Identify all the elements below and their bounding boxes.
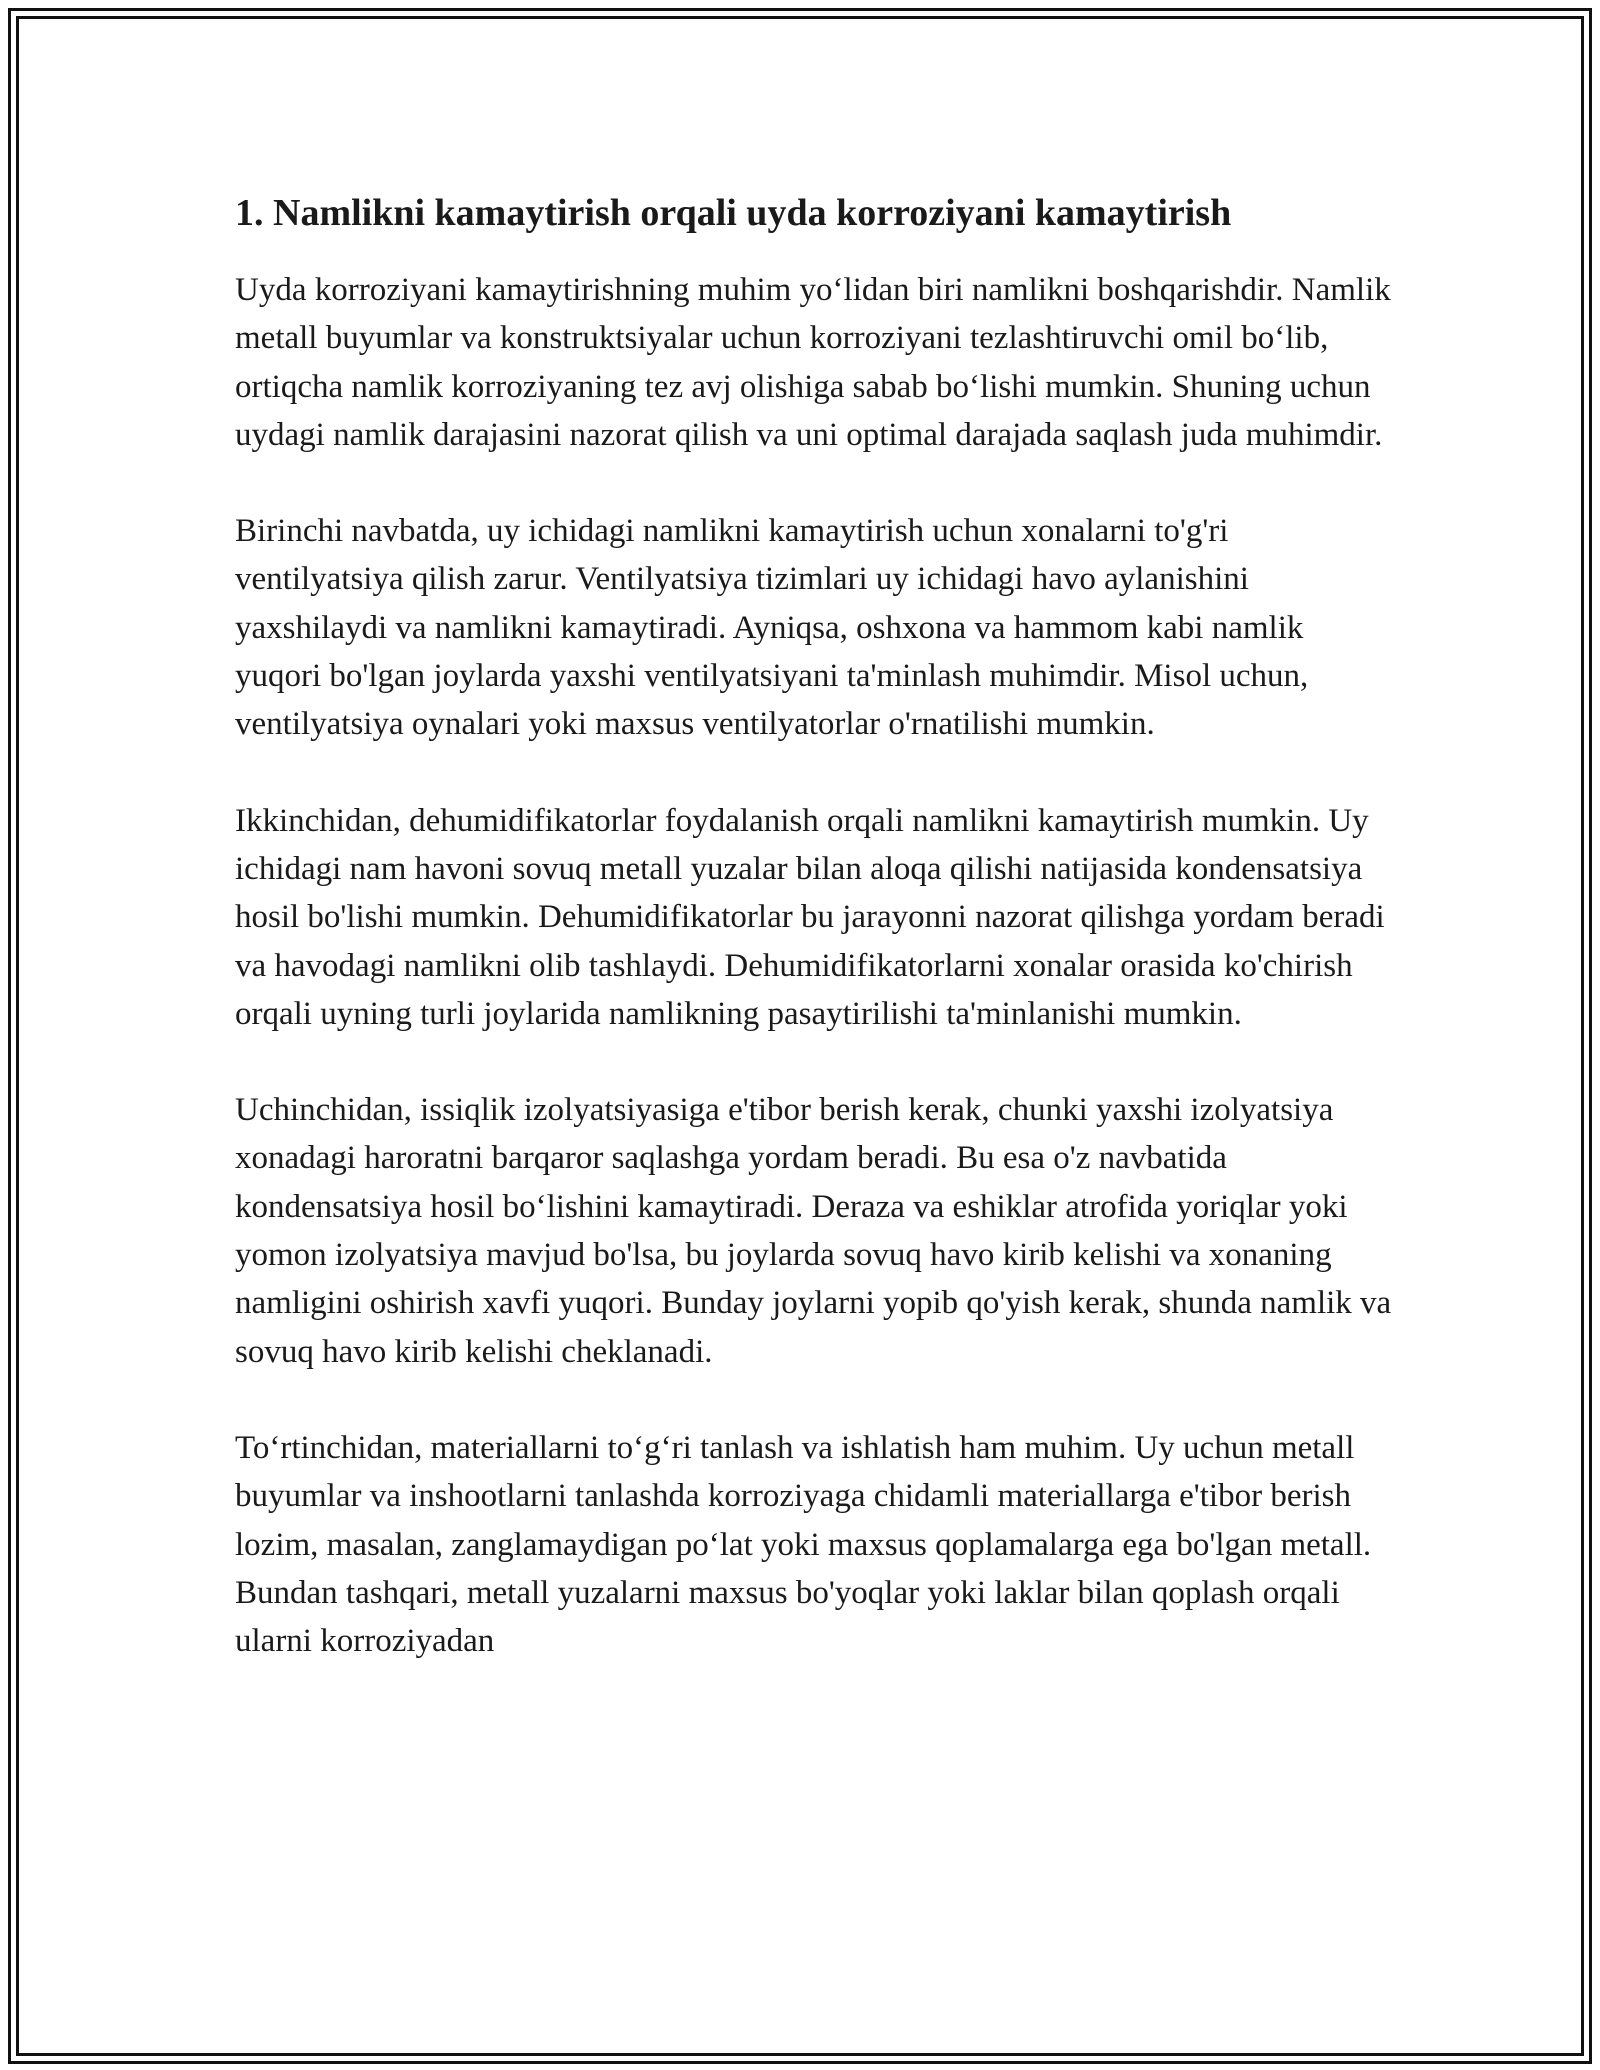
paragraph-second-point: Ikkinchidan, dehumidifikatorlar foydalanish orqali namlikni kamaytirish mumkin. Uy ichidagi nam havoni sovuq metall yuzalar bilan aloqa qilishi natijasida kondensatsiya hosil bo'lishi mumkin. Dehumidifikatorlar bu jarayonni nazorat qilishga yordam beradi va havodagi namlikni olib tashlaydi. Dehumidifikatorlarni xonalar orasida ko'chirish orqali uyning turli joylarida namlikning pasaytirilishi ta'minlanishi mumkin.	[235, 802, 1385, 1032]
paragraph-first-point: Birinchi navbatda, uy ichidagi namlikni kamaytirish uchun xonalarni to'g'ri ventilyatsiya qilish zarur. Ventilyatsiya tizimlari uy ichidagi havo aylanishini yaxshilaydi va namlikni kamaytiradi. Ayniqsa, oshxona va hammom kabi namlik yuqori bo'lgan joylarda yaxshi ventilyatsiyani ta'minlash muhimdir. Misol uchun, ventilyatsiya oynalari yoki maxsus ventilyatorlar o'rnatilishi mumkin.	[235, 513, 1309, 743]
paragraph-fourth-point: To‘rtinchidan, materiallarni to‘g‘ri tanlash va ishlatish ham muhim. Uy uchun metall buyumlar va inshootlarni tanlashda korroziyaga chidamli materiallarga e'tibor berish lozim, masalan, zanglamaydigan po‘lat yoki maxsus qoplamalarga ega bo'lgan metall. Bundan tashqari, metall yuzalarni maxsus bo'yoqlar yoki laklar bilan qoplash orqali ularni korroziyadan	[235, 1429, 1372, 1660]
document-body	[235, 185, 1395, 1713]
paragraph-third-point: Uchinchidan, issiqlik izolyatsiyasiga e'tibor berish kerak, chunki yaxshi izolyatsiya xonadagi haroratni barqaror saqlashga yordam beradi. Bu esa o'z navbatida kondensatsiya hosil bo‘lishini kamaytiradi. Deraza va eshiklar atrofida yoriqlar yoki yomon izolyatsiya mavjud bo'lsa, bu joylarda sovuq havo kirib kelishi va xonaning namligini oshirish xavfi yuqori. Bunday joylarni yopib qo'yish kerak, shunda namlik va sovuq havo kirib kelishi cheklanadi.	[235, 1092, 1392, 1370]
paragraph-intro: Uyda korroziyani kamaytirishning muhim yo‘lidan biri namlikni boshqarishdir. Namlik metall buyumlar va konstruktsiyalar uchun korroziyani tezlashtiruvchi omil bo‘lib, ortiqcha namlik korroziyaning tez avj olishiga sabab bo‘lishi mumkin. Shuning uchun uydagi namlik darajasini nazorat qilish va uni optimal darajada saqlash juda muhimdir.	[235, 272, 1391, 453]
section-heading: 1. Namlikni kamaytirish orqali uyda korroziyani kamaytirish	[235, 192, 1232, 234]
